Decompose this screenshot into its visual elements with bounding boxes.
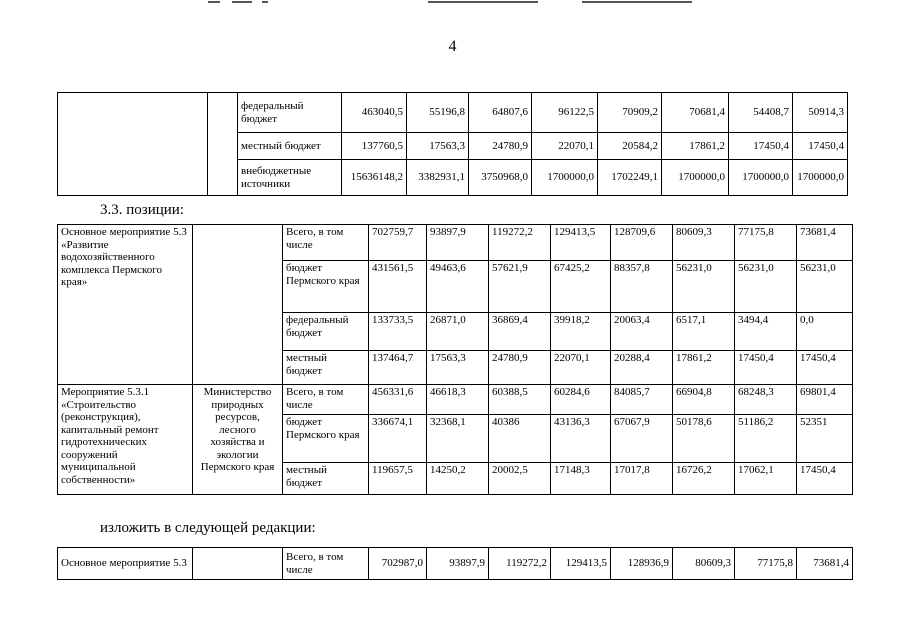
cell-value: 133733,5	[369, 313, 427, 351]
cell-value: 702759,7	[369, 225, 427, 261]
cell-value: 51186,2	[735, 415, 797, 463]
cell-value: 24780,9	[489, 351, 551, 385]
cell-executor	[193, 548, 283, 580]
cell-value: 93897,9	[427, 225, 489, 261]
cell-value: 128709,6	[611, 225, 673, 261]
cell-value: 50914,3	[793, 93, 848, 133]
cell-value: 22070,1	[551, 351, 611, 385]
cell-value: 129413,5	[551, 225, 611, 261]
table-row	[58, 225, 853, 261]
cell-value: 17563,3	[407, 133, 469, 160]
cell-value: 39918,2	[551, 313, 611, 351]
cell-value: 17062,1	[735, 463, 797, 495]
cell-value: 702987,0	[369, 548, 427, 580]
cell-event-name: Основное мероприятие 5.3	[58, 548, 193, 580]
cell-value: 463040,5	[342, 93, 407, 133]
cell-value: 24780,9	[469, 133, 532, 160]
cell-value: 336674,1	[369, 415, 427, 463]
table-new-edition	[57, 547, 853, 580]
cell-value: 17861,2	[662, 133, 729, 160]
cell-value: 15636148,2	[342, 160, 407, 196]
cell-value: 36869,4	[489, 313, 551, 351]
table-positions	[57, 224, 853, 495]
cell-value: 17450,4	[729, 133, 793, 160]
cell-value: 55196,8	[407, 93, 469, 133]
cell-value: 129413,5	[551, 548, 611, 580]
cell-value: 3750968,0	[469, 160, 532, 196]
cell-value: 80609,3	[673, 225, 735, 261]
cell-value: 46618,3	[427, 385, 489, 415]
cell-value: 16726,2	[673, 463, 735, 495]
cell-value: 22070,1	[532, 133, 598, 160]
cell-value: 54408,7	[729, 93, 793, 133]
cell-source: бюджет Пермского края	[283, 261, 369, 313]
cell-value: 17450,4	[797, 351, 853, 385]
cell-value: 49463,6	[427, 261, 489, 313]
cell-value: 88357,8	[611, 261, 673, 313]
cell-source: внебюджетные источники	[238, 160, 342, 196]
cell-value: 70909,2	[598, 93, 662, 133]
cell-value: 84085,7	[611, 385, 673, 415]
cell-event-name: Мероприятие 5.3.1 «Строительство (реконструкция), капитальный ремонт гидротехнических сооружений муниципальной собственности»	[58, 385, 193, 495]
cell-value: 128936,9	[611, 548, 673, 580]
cell-source: местный бюджет	[238, 133, 342, 160]
cell-value: 119272,2	[489, 225, 551, 261]
cell-value: 56231,0	[673, 261, 735, 313]
cell-source: федеральный бюджет	[238, 93, 342, 133]
cell-value: 64807,6	[469, 93, 532, 133]
cell-value: 20288,4	[611, 351, 673, 385]
cell-value: 20584,2	[598, 133, 662, 160]
cell-value: 20063,4	[611, 313, 673, 351]
cell-value: 67425,2	[551, 261, 611, 313]
cell-value: 3494,4	[735, 313, 797, 351]
cell-executor	[208, 93, 238, 196]
cell-source: местный бюджет	[283, 463, 369, 495]
cell-value: 32368,1	[427, 415, 489, 463]
cell-value: 60388,5	[489, 385, 551, 415]
cell-event-name	[58, 93, 208, 196]
cell-value: 96122,5	[532, 93, 598, 133]
cell-value: 67067,9	[611, 415, 673, 463]
cell-value: 456331,6	[369, 385, 427, 415]
cell-source: местный бюджет	[283, 351, 369, 385]
cell-value: 1702249,1	[598, 160, 662, 196]
cell-executor	[193, 225, 283, 385]
cell-value: 17148,3	[551, 463, 611, 495]
cell-source: Всего, в том числе	[283, 548, 369, 580]
cell-value: 52351	[797, 415, 853, 463]
table-top-continuation	[57, 92, 848, 196]
cell-value: 77175,8	[735, 225, 797, 261]
cell-executor: Министерство природных ресурсов, лесного хозяйства и экологии Пермского края	[193, 385, 283, 495]
heading-new-edition: изложить в следующей редакции:	[100, 520, 316, 536]
cell-value: 43136,3	[551, 415, 611, 463]
cell-value: 69801,4	[797, 385, 853, 415]
cell-source: бюджет Пермского края	[283, 415, 369, 463]
cell-value: 50178,6	[673, 415, 735, 463]
cell-value: 6517,1	[673, 313, 735, 351]
cell-value: 1700000,0	[729, 160, 793, 196]
cell-value: 3382931,1	[407, 160, 469, 196]
cell-value: 1700000,0	[532, 160, 598, 196]
heading-positions: 3.3. позиции:	[100, 202, 184, 218]
cell-value: 0,0	[797, 313, 853, 351]
cell-source: Всего, в том числе	[283, 385, 369, 415]
cell-value: 17017,8	[611, 463, 673, 495]
cell-value: 14250,2	[427, 463, 489, 495]
cell-value: 1700000,0	[793, 160, 848, 196]
cell-source: федеральный бюджет	[283, 313, 369, 351]
table-row	[58, 93, 848, 133]
cell-value: 73681,4	[797, 225, 853, 261]
cell-value: 17450,4	[793, 133, 848, 160]
table-row	[58, 548, 853, 580]
cell-value: 119657,5	[369, 463, 427, 495]
cell-value: 17861,2	[673, 351, 735, 385]
cell-value: 119272,2	[489, 548, 551, 580]
cell-value: 73681,4	[797, 548, 853, 580]
cell-value: 57621,9	[489, 261, 551, 313]
cell-value: 56231,0	[735, 261, 797, 313]
cell-value: 137464,7	[369, 351, 427, 385]
cell-value: 56231,0	[797, 261, 853, 313]
cell-value: 93897,9	[427, 548, 489, 580]
cell-source: Всего, в том числе	[283, 225, 369, 261]
cell-value: 68248,3	[735, 385, 797, 415]
cell-value: 80609,3	[673, 548, 735, 580]
cell-value: 17563,3	[427, 351, 489, 385]
cell-value: 17450,4	[797, 463, 853, 495]
table-row	[58, 385, 853, 415]
cell-value: 137760,5	[342, 133, 407, 160]
cell-value: 431561,5	[369, 261, 427, 313]
cell-value: 20002,5	[489, 463, 551, 495]
page-number: 4	[448, 38, 457, 55]
cell-value: 26871,0	[427, 313, 489, 351]
cell-event-name: Основное мероприятие 5.3 «Развитие водохозяйственного комплекса Пермского края»	[58, 225, 193, 385]
cell-value: 60284,6	[551, 385, 611, 415]
cell-value: 17450,4	[735, 351, 797, 385]
cell-value: 40386	[489, 415, 551, 463]
cell-value: 70681,4	[662, 93, 729, 133]
cell-value: 77175,8	[735, 548, 797, 580]
top-edge-marks	[0, 0, 905, 4]
cell-value: 66904,8	[673, 385, 735, 415]
cell-value: 1700000,0	[662, 160, 729, 196]
